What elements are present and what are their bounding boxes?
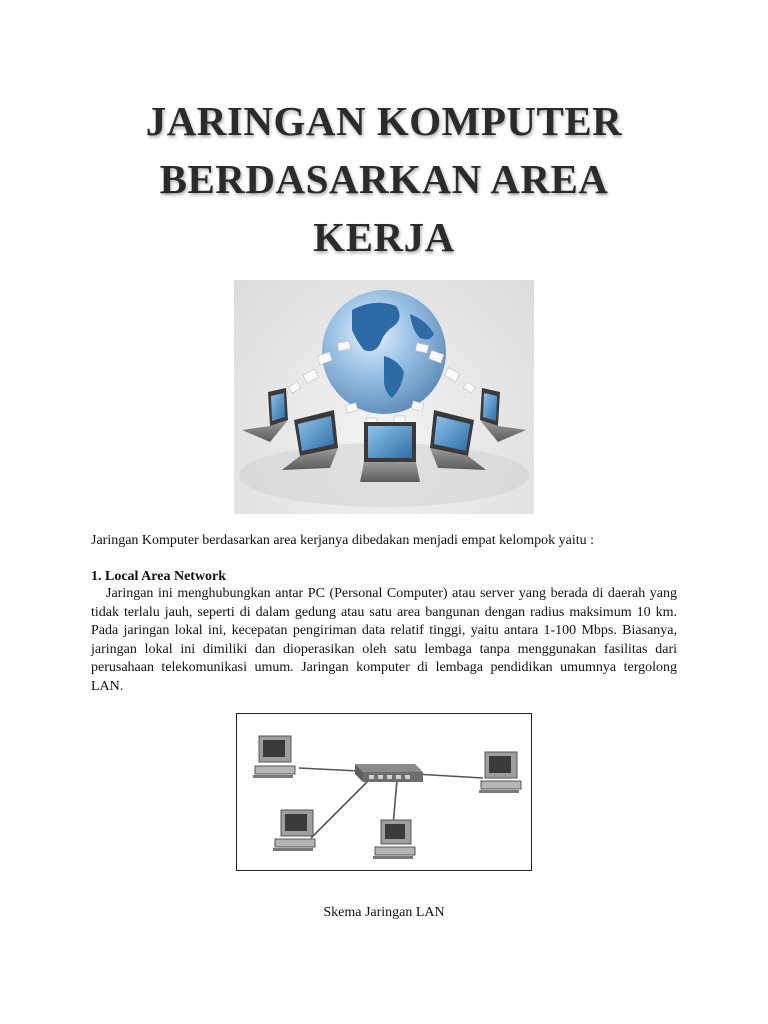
network-hub-icon	[355, 764, 423, 782]
page-title	[84, 92, 684, 266]
section-paragraph: Jaringan ini menghubungkan antar PC (Personal Computer) atau server yang berada di daerah yang tidak terlalu jauh, seperti di dalam gedung atau satu area bangunan dengan radius maksimum 10 km. Pada jaringan lokal ini, kecepatan pengiriman data relatif tinggi, yaitu antara 1-100 Mbps. Biasanya, jaringan lokal ini dimiliki dan dioperasikan oleh satu lembaga tanpa menggunakan fasilitas dari perusahaan telekomunikasi umum. Jaringan komputer di lembaga pendidikan umumnya tergolong LAN.	[91, 586, 677, 694]
computer-icon	[273, 810, 315, 851]
title-line-2: BERDASARKAN AREA	[159, 156, 609, 202]
computer-icon	[253, 736, 295, 778]
lan-diagram	[236, 713, 532, 871]
intro-text: Jaringan Komputer berdasarkan area kerjanya dibedakan menjadi empat kelompok yaitu :	[91, 533, 595, 548]
title-line-3: KERJA	[313, 214, 455, 260]
figure-caption: Skema Jaringan LAN	[323, 905, 445, 920]
section-heading: 1. Local Area Network	[91, 569, 227, 584]
computer-icon	[479, 752, 521, 793]
computer-icon	[373, 820, 415, 859]
network-globe-illustration	[234, 280, 534, 514]
title-line-1: JARINGAN KOMPUTER	[145, 98, 623, 144]
